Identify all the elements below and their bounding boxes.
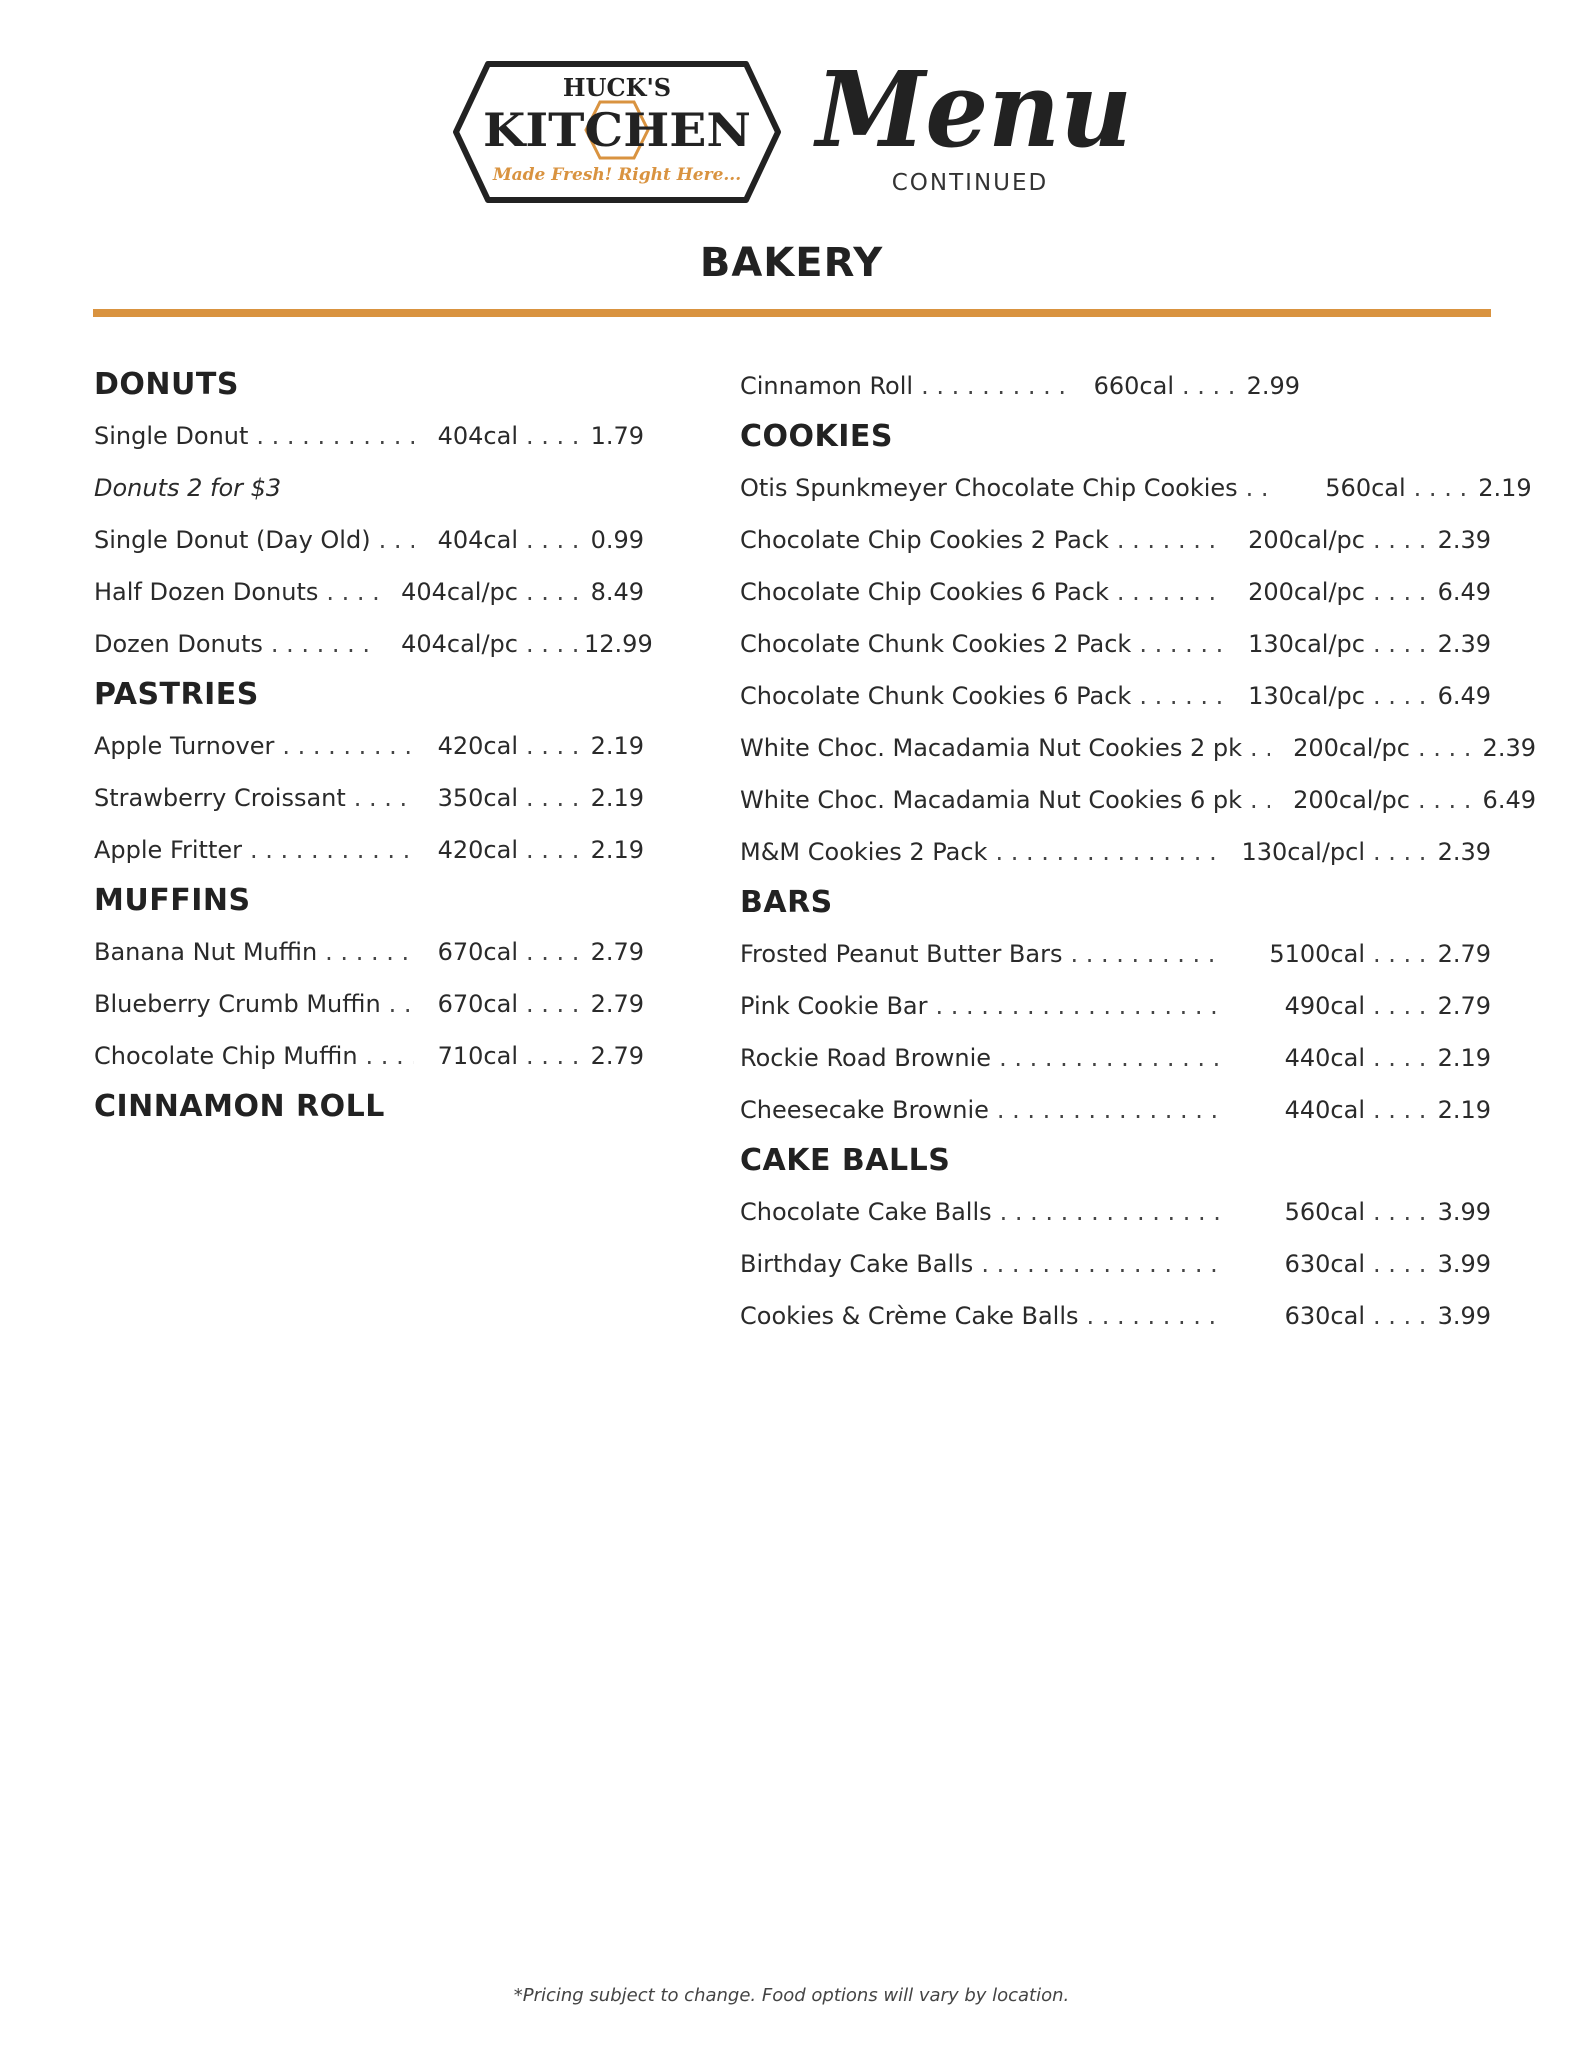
- dot-leader: [282, 720, 414, 772]
- item-name: Chocolate Cake Balls: [740, 1198, 992, 1226]
- menu-item: [94, 1030, 644, 1082]
- dot-leader: [526, 720, 578, 772]
- item-name: Rockie Road Brownie: [740, 1044, 992, 1072]
- item-name: Frosted Peanut Butter Bars: [740, 940, 1063, 968]
- dot-leader: [1373, 618, 1425, 670]
- item-price: 2.79: [1437, 992, 1491, 1020]
- item-calories: 560cal: [1284, 1198, 1365, 1226]
- item-calories: 630cal: [1284, 1250, 1365, 1278]
- item-name: Cinnamon Roll: [740, 372, 914, 400]
- menu-item: [740, 980, 1491, 1032]
- dot-leader: [526, 618, 578, 670]
- menu-item: [740, 722, 1536, 774]
- dot-leader: [1418, 774, 1470, 826]
- dot-leader: [326, 566, 380, 618]
- dot-leader: [526, 772, 578, 824]
- left-column: [94, 360, 653, 1132]
- item-price: 2.19: [590, 836, 644, 864]
- item-calories: 404cal/pc: [401, 630, 518, 658]
- promo-note: Donuts 2 for $3: [94, 474, 282, 502]
- item-calories: 670cal: [437, 938, 518, 966]
- menu-item: [740, 928, 1491, 980]
- dot-leader: [526, 824, 578, 876]
- item-price: 12.99: [584, 630, 653, 658]
- dot-leader: [526, 978, 578, 1030]
- item-price: 6.49: [1437, 682, 1491, 710]
- huck-kitchen-logo: [452, 60, 782, 204]
- item-price: 0.99: [590, 526, 644, 554]
- menu-item: [740, 670, 1491, 722]
- dot-leader: [1182, 360, 1234, 412]
- dot-leader: [1414, 462, 1466, 514]
- item-calories: 404cal: [437, 526, 518, 554]
- continued-label: CONTINUED: [891, 170, 1049, 196]
- item-calories: 200cal/pc: [1248, 578, 1365, 606]
- item-name: White Choc. Macadamia Nut Cookies 2 pk: [740, 734, 1242, 762]
- dot-leader: [526, 410, 578, 462]
- dot-leader: [1117, 566, 1225, 618]
- menu-item: [94, 720, 644, 772]
- dot-leader: [1246, 462, 1266, 514]
- item-calories: 5100cal: [1269, 940, 1365, 968]
- svg-text:HUCK'S: HUCK'S: [562, 73, 672, 102]
- item-name: Chocolate Chunk Cookies 6 Pack: [740, 682, 1132, 710]
- item-name: Chocolate Chip Cookies 2 Pack: [740, 526, 1109, 554]
- item-calories: 630cal: [1284, 1302, 1365, 1330]
- dot-leader: [921, 360, 1070, 412]
- item-price: 6.49: [1482, 786, 1536, 814]
- category-heading-cookies: COOKIES: [740, 419, 894, 454]
- menu-item: [94, 618, 653, 670]
- dot-leader: [526, 926, 578, 978]
- dot-leader: [1373, 1186, 1425, 1238]
- menu-item: [94, 926, 644, 978]
- item-name: M&M Cookies 2 Pack: [740, 838, 988, 866]
- item-name: Apple Turnover: [94, 732, 275, 760]
- item-price: 2.19: [590, 732, 644, 760]
- dot-leader: [1373, 1032, 1425, 1084]
- menu-item: [740, 1290, 1491, 1342]
- item-price: 2.19: [590, 784, 644, 812]
- dot-leader: [526, 514, 578, 566]
- dot-leader: [354, 772, 414, 824]
- dot-leader: [250, 824, 414, 876]
- item-calories: 130cal/pcl: [1241, 838, 1365, 866]
- menu-item: [94, 824, 644, 876]
- item-name: Dozen Donuts: [94, 630, 263, 658]
- item-calories: 710cal: [437, 1042, 518, 1070]
- item-calories: 404cal: [437, 422, 518, 450]
- pricing-disclaimer: *Pricing subject to change. Food options will vary by location.: [513, 1985, 1070, 2006]
- category-heading-pastries: PASTRIES: [94, 677, 259, 712]
- right-column: [740, 360, 1536, 1342]
- menu-item: [740, 514, 1491, 566]
- item-price: 2.39: [1437, 526, 1491, 554]
- menu-item: [94, 566, 644, 618]
- dot-leader: [1117, 514, 1225, 566]
- menu-item: [740, 566, 1491, 618]
- item-name: Single Donut (Day Old): [94, 526, 371, 554]
- item-calories: 200cal/pc: [1293, 786, 1410, 814]
- dot-leader: [1373, 826, 1425, 878]
- item-name: Pink Cookie Bar: [740, 992, 928, 1020]
- category-heading-muffins: MUFFINS: [94, 883, 251, 918]
- dot-leader: [1139, 670, 1225, 722]
- item-calories: 440cal: [1284, 1044, 1365, 1072]
- menu-item: [740, 618, 1491, 670]
- svg-text:Menu: Menu: [813, 48, 1132, 171]
- item-calories: 404cal/pc: [401, 578, 518, 606]
- item-name: Banana Nut Muffin: [94, 938, 318, 966]
- dot-leader: [271, 618, 380, 670]
- item-calories: 560cal: [1325, 474, 1406, 502]
- item-name: Birthday Cake Balls: [740, 1250, 974, 1278]
- dot-leader: [981, 1238, 1225, 1290]
- item-price: 2.39: [1437, 838, 1491, 866]
- item-price: 2.39: [1482, 734, 1536, 762]
- menu-item: [94, 772, 644, 824]
- item-name: Chocolate Chip Cookies 6 Pack: [740, 578, 1109, 606]
- dot-leader: [389, 978, 414, 1030]
- dot-leader: [1373, 566, 1425, 618]
- item-calories: 440cal: [1284, 1096, 1365, 1124]
- item-price: 2.99: [1246, 372, 1300, 400]
- dot-leader: [526, 566, 578, 618]
- category-heading-bars: BARS: [740, 885, 833, 920]
- dot-leader: [999, 1032, 1225, 1084]
- item-price: 3.99: [1437, 1302, 1491, 1330]
- item-name: Chocolate Chip Muffin: [94, 1042, 358, 1070]
- svg-text:KITCHEN: KITCHEN: [483, 103, 751, 157]
- category-heading-cinnamon-roll: CINNAMON ROLL: [94, 1089, 385, 1124]
- dot-leader: [1250, 774, 1270, 826]
- dot-leader: [1373, 670, 1425, 722]
- item-name: Cheesecake Brownie: [740, 1096, 989, 1124]
- item-price: 2.79: [590, 1042, 644, 1070]
- dot-leader: [1000, 1186, 1225, 1238]
- svg-text:Made Fresh! Right Here...: Made Fresh! Right Here...: [492, 165, 742, 185]
- item-calories: 420cal: [437, 732, 518, 760]
- dot-leader: [997, 1084, 1225, 1136]
- item-name: Blueberry Crumb Muffin: [94, 990, 381, 1018]
- category-heading-cake-balls: CAKE BALLS: [740, 1143, 951, 1178]
- item-name: Strawberry Croissant: [94, 784, 346, 812]
- item-price: 2.79: [590, 938, 644, 966]
- menu-item: [740, 1032, 1491, 1084]
- item-calories: 670cal: [437, 990, 518, 1018]
- item-calories: 350cal: [437, 784, 518, 812]
- dot-leader: [935, 980, 1225, 1032]
- dot-leader: [325, 926, 414, 978]
- item-price: 3.99: [1437, 1198, 1491, 1226]
- dot-leader: [1250, 722, 1270, 774]
- dot-leader: [995, 826, 1225, 878]
- menu-item: [740, 462, 1532, 514]
- dot-leader: [1086, 1290, 1225, 1342]
- dot-leader: [1070, 928, 1225, 980]
- menu-item: [94, 978, 644, 1030]
- menu-item: [740, 774, 1536, 826]
- item-price: 2.19: [1437, 1096, 1491, 1124]
- dot-leader: [1373, 980, 1425, 1032]
- section-title: BAKERY: [699, 240, 884, 286]
- item-name: Otis Spunkmeyer Chocolate Chip Cookies: [740, 474, 1238, 502]
- category-heading-donuts: DONUTS: [94, 367, 239, 402]
- item-name: Single Donut: [94, 422, 249, 450]
- item-calories: 660cal: [1093, 372, 1174, 400]
- dot-leader: [526, 1030, 578, 1082]
- item-price: 2.19: [1437, 1044, 1491, 1072]
- accent-divider: [93, 309, 1491, 317]
- item-name: Apple Fritter: [94, 836, 242, 864]
- menu-item: [740, 1084, 1491, 1136]
- item-price: 6.49: [1437, 578, 1491, 606]
- item-price: 2.79: [590, 990, 644, 1018]
- item-name: Chocolate Chunk Cookies 2 Pack: [740, 630, 1132, 658]
- item-calories: 130cal/pc: [1248, 630, 1365, 658]
- dot-leader: [1373, 1290, 1425, 1342]
- menu-item: [740, 826, 1491, 878]
- menu-item: [94, 514, 644, 566]
- menu-item: [94, 410, 644, 462]
- menu-item: [740, 360, 1300, 412]
- item-name: Cookies & Crème Cake Balls: [740, 1302, 1079, 1330]
- menu-item: [740, 1186, 1491, 1238]
- item-name: White Choc. Macadamia Nut Cookies 6 pk: [740, 786, 1242, 814]
- item-price: 1.79: [590, 422, 644, 450]
- dot-leader: [379, 514, 414, 566]
- dot-leader: [1373, 1238, 1425, 1290]
- item-calories: 200cal/pc: [1248, 526, 1365, 554]
- menu-item: [740, 1238, 1491, 1290]
- menu-title: [810, 48, 1140, 173]
- item-calories: 490cal: [1284, 992, 1365, 1020]
- item-price: 3.99: [1437, 1250, 1491, 1278]
- item-price: 8.49: [590, 578, 644, 606]
- item-calories: 130cal/pc: [1248, 682, 1365, 710]
- dot-leader: [256, 410, 414, 462]
- item-price: 2.39: [1437, 630, 1491, 658]
- item-calories: 420cal: [437, 836, 518, 864]
- dot-leader: [1373, 928, 1425, 980]
- dot-leader: [1139, 618, 1225, 670]
- item-price: 2.19: [1478, 474, 1532, 502]
- dot-leader: [1373, 514, 1425, 566]
- item-name: Half Dozen Donuts: [94, 578, 319, 606]
- dot-leader: [1418, 722, 1470, 774]
- item-calories: 200cal/pc: [1293, 734, 1410, 762]
- dot-leader: [1373, 1084, 1425, 1136]
- item-price: 2.79: [1437, 940, 1491, 968]
- dot-leader: [366, 1030, 414, 1082]
